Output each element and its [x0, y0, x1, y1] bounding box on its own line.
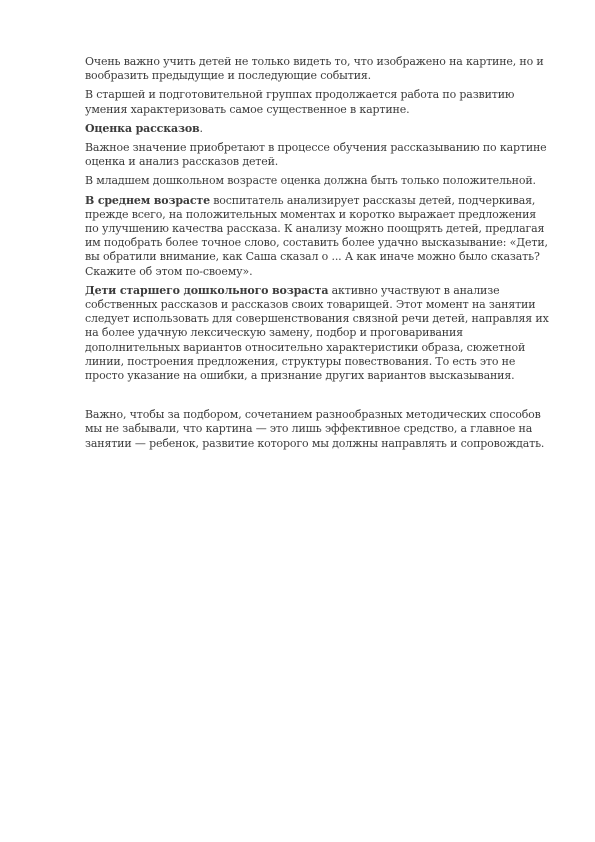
- section-heading-text: .: [199, 121, 203, 135]
- paragraph-1-text: Очень важно учить детей не только видеть то, что изображено на картине, но и вообразить предыдущие и последующие события.: [85, 55, 544, 83]
- final-paragraph: Важно, чтобы за подбором, сочетанием разнообразных методических способов мы не забывали, что картина — это лишь эффективное средство, а главное на занятии — ребенок, развитие которого мы должны направлять и сопровождать.: [85, 408, 545, 450]
- document-page: [85, 55, 550, 456]
- paragraph-7-text: активно участвуют в анализе собственных рассказов и рассказов своих товарищей. Этот момент на занятии следует использовать для совершенствования связной речи детей, направляя их на более удачную лексическую замену, подбор и проговаривания дополнительных вариантов относительно характеристики образа, сюжетной линии, построения предложения, структуры повествования. То есть это не просто указание на ошибки, а признание других вариантов высказывания.: [85, 283, 549, 383]
- paragraph-4: [85, 141, 550, 169]
- paragraph-6-text: воспитатель анализирует рассказы детей, подчеркивая, прежде всего, на положительных моментах и коротко выражает предложения по улучшению качества рассказа. К анализу можно поощрять детей, предлагая им подобрать более точное слово, составить более удачно высказывание: «Дети, вы обратили внимание, как Саша сказал о ... А как иначе можно было сказать? Скажите об этом по-своему».: [85, 193, 548, 278]
- paragraph-6: [85, 194, 550, 279]
- paragraph-2-text: В старшей и подготовительной группах продолжается работа по развитию умения характеризовать самое существенное в картине.: [85, 88, 515, 116]
- paragraph-spacer: [85, 388, 550, 408]
- paragraph-5-text: В младшем дошкольном возрасте оценка должна быть только положительной.: [85, 174, 536, 188]
- section-heading-bold: Оценка рассказов: [85, 121, 200, 135]
- paragraph-4-text: Важное значение приобретают в процессе обучения рассказыванию по картине оценка и анализ рассказов детей.: [85, 141, 547, 169]
- paragraph-5: [85, 174, 550, 188]
- paragraph-6-bold: В среднем возрасте: [85, 193, 210, 207]
- paragraph-1: [85, 55, 550, 83]
- paragraph-7-bold: Дети старшего дошкольного возраста: [85, 283, 329, 297]
- paragraph-7: [85, 284, 550, 383]
- paragraph-2: [85, 88, 550, 116]
- section-heading: [85, 122, 550, 136]
